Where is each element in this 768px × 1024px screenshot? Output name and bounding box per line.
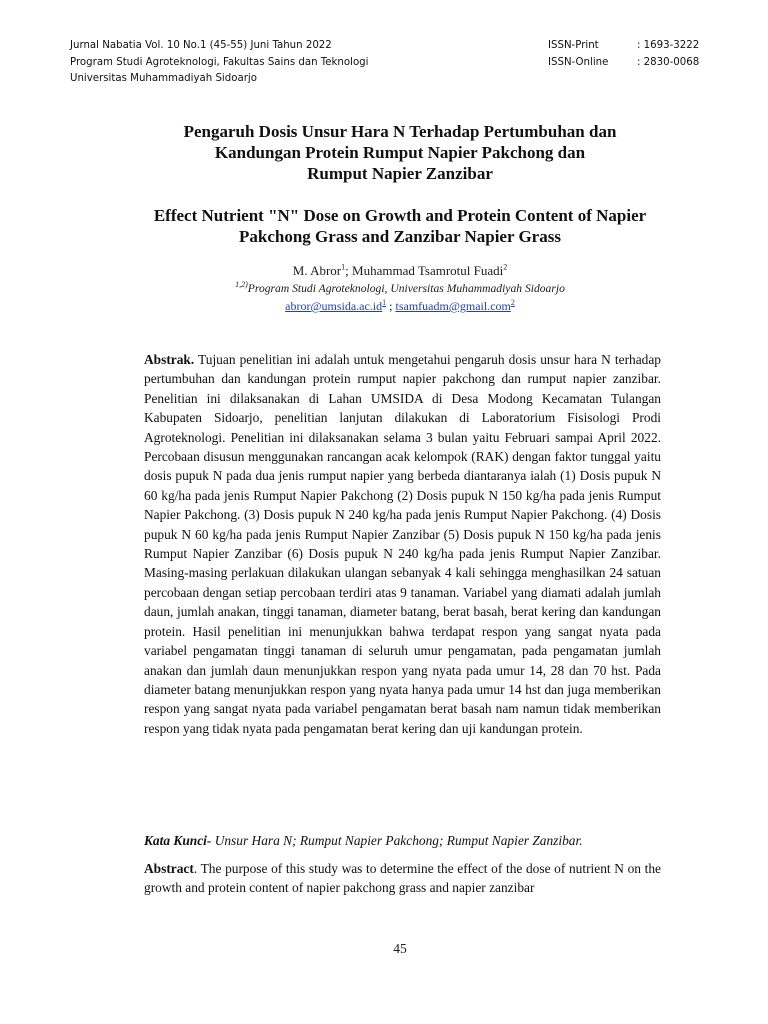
keywords-text: Unsur Hara N; Rumput Napier Pakchong; Rumput Napier Zanzibar. bbox=[211, 833, 583, 848]
keywords bbox=[144, 831, 661, 850]
author-superscript: 2 bbox=[503, 262, 508, 272]
affiliation-superscript: 1,2) bbox=[235, 280, 248, 290]
university-line: Universitas Muhammadiyah Sidoarjo bbox=[70, 73, 257, 84]
email-separator: ; bbox=[386, 299, 396, 313]
email-link[interactable]: tsamfuadm@gmail.com bbox=[395, 299, 511, 313]
program-line: Program Studi Agroteknologi, Fakultas Sains dan Teknologi bbox=[70, 56, 369, 68]
issn-block bbox=[548, 38, 699, 71]
issn-print-row bbox=[548, 38, 699, 55]
issn-print-value: : 1693-3222 bbox=[637, 40, 700, 51]
abstract-en-text: . The purpose of this study was to determine the effect of the dose of nutrient N on the growth and protein content of napier pakchong grass and napier zanzibar bbox=[144, 861, 661, 896]
title-english bbox=[100, 205, 700, 247]
keywords-label: Kata Kunci- bbox=[144, 833, 212, 848]
title-id-line: Kandungan Protein Rumput Napier Pakchong dan bbox=[214, 143, 586, 162]
email-superscript: 2 bbox=[510, 298, 515, 307]
title-en-line: Effect Nutrient "N" Dose on Growth and Protein Content of Napier bbox=[153, 206, 647, 225]
author-separator: ; bbox=[345, 263, 353, 278]
abstract-label: Abstrak. bbox=[144, 352, 195, 367]
title-indonesian bbox=[100, 121, 700, 184]
journal-name-line: Jurnal Nabatia Vol. 10 No.1 (45-55) Juni Tahun 2022 bbox=[70, 40, 332, 51]
email-link[interactable]: abror@umsida.ac.id bbox=[285, 299, 383, 313]
page-number: 45 bbox=[393, 941, 407, 956]
email-superscript: 1 bbox=[382, 298, 387, 307]
title-en-line: Pakchong Grass and Zanzibar Napier Grass bbox=[239, 227, 561, 246]
title-id-line: Rumput Napier Zanzibar bbox=[307, 164, 493, 183]
issn-print-label: ISSN-Print bbox=[548, 40, 599, 51]
author-list bbox=[100, 262, 700, 280]
issn-online-value: : 2830-0068 bbox=[637, 56, 700, 68]
journal-header-left bbox=[70, 38, 368, 88]
title-id-line: Pengaruh Dosis Unsur Hara N Terhadap Pertumbuhan dan bbox=[183, 122, 617, 141]
author-name: Muhammad Tsamrotul Fuadi bbox=[352, 263, 504, 278]
affiliation-text: Program Studi Agroteknologi, Universitas Muhammadiyah Sidoarjo bbox=[247, 282, 565, 295]
abstract-text: Tujuan penelitian ini adalah untuk mengetahui pengaruh dosis unsur hara N terhadap pertumbuhan dan kandungan protein rumput napier pakchong dan rumput napier zanzibar. Penelitian ini dilaksanakan di Lahan UMSIDA di Desa Modong Kecamatan Tulangan Kabupaten Sidoarjo, penelitian lanjutan dilakukan di Laboratorium Fisisologi Prodi Agroteknologi. Penelitian ini dilaksanakan selama 3 bulan yaitu Februari sampai April 2022. Percobaan disusun menggunakan rancangan acak kelompok (RAK) dengan faktor tunggal yaitu dosis pupuk N pada dua jenis rumput napier yang berbeda diantaranya ialah (1) Dosis pupuk N 60 kg/ha pada jenis Rumput Napier Pakchong (2) Dosis pupuk N 150 kg/ha pada jenis Rumput Napier Pakchong. (3) Dosis pupuk N 240 kg/ha pada jenis Rumput Napier Pakchong. (4) Dosis pupuk N 60 kg/ha pada jenis Rumput Napier Zanzibar (5) Dosis pupuk N 150 kg/ha pada jenis Rumput Napier Zanzibar (6) Dosis pupuk N 240 kg/ha pada jenis Rumput Napier Zanzibar. Masing-masing perlakuan dilakukan ulangan sebanyak 4 kali sehingga menghasilkan 24 satuan percobaan dengan setiap percobaan terdiri atas 9 tanaman. Variabel yang diamati adalah jumlah daun, jumlah anakan, tinggi tanaman, diameter batang, berat basah, berat kering dan kandungan protein. Hasil penelitian ini menunjukkan bahwa terdapat respon yang sangat nyata pada variabel pengamatan tinggi tanaman di seluruh umur pengamatan, pada pengamatan jumlah anakan dan jumlah daun menunjukkan respon yang nyata pada umur 14, 28 dan 70 hst. Pada diameter batang menunjukkan respon yang nyata hanya pada umur 14 hst dan juga memberikan respon yang sangat nyata pada variabel pengamatan berat basah nam namun tidak memberikan respon yang tidak nyata pada pengamatan berat kering dan uji kandungan protein. bbox=[144, 352, 661, 736]
issn-online-row bbox=[548, 55, 699, 72]
author-superscript: 1 bbox=[341, 262, 346, 272]
abstract-english bbox=[144, 859, 661, 898]
affiliation bbox=[100, 281, 700, 297]
issn-online-label: ISSN-Online bbox=[548, 56, 609, 68]
abstract-en-label: Abstract bbox=[144, 861, 194, 876]
abstract-indonesian bbox=[144, 350, 661, 738]
author-name: M. Abror bbox=[292, 263, 342, 278]
email-list bbox=[100, 298, 700, 314]
